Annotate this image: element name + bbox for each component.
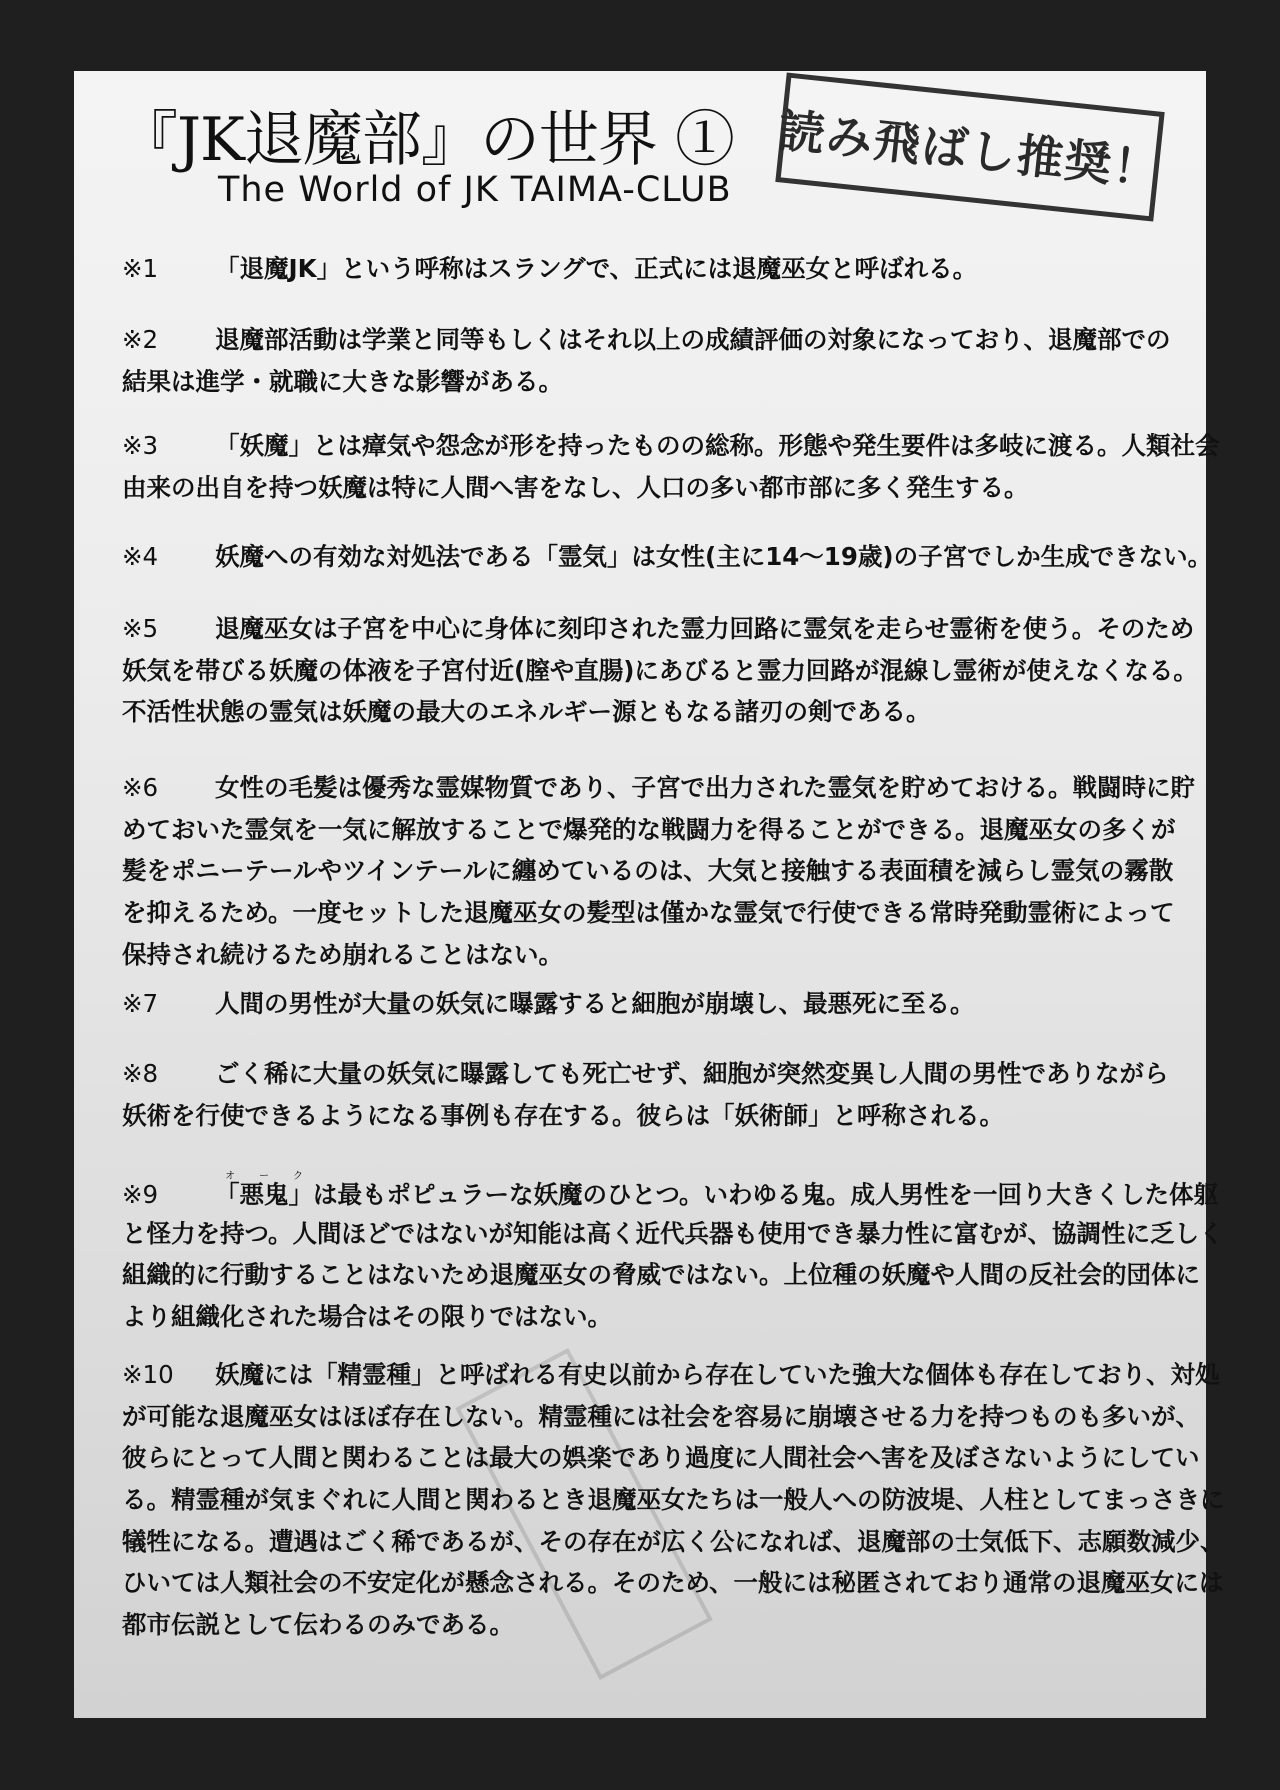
note-text: ごく稀に大量の妖気に曝露しても死亡せず、細胞が突然変異し人間の男性でありながら [215,1059,1169,1088]
page-title: 『JK退魔部』の世界 ① [118,105,734,175]
ruby-term [215,1171,313,1209]
note-line [122,934,1192,976]
note-line [122,1171,1219,1213]
note-line [122,1053,1192,1095]
note-line [122,850,1192,892]
note-line [122,809,1192,851]
note-marker: ※6 [122,773,159,802]
note-line [122,1562,1224,1604]
note-line [122,248,1192,290]
note-line [122,1396,1200,1438]
note-marker: ※10 [122,1360,174,1389]
note-text: 彼らにとって人間と関わることは最大の娯楽であり過度に人間社会へ害を及ぼさないようにしてい [122,1443,1200,1473]
note-marker: ※2 [122,325,159,354]
note-text: 組織的に行動することはないため退魔巫女の脅威ではない。上位種の妖魔や人間の反社会的団体に [122,1260,1200,1290]
note-line [122,425,1220,467]
note-marker: ※1 [122,254,159,283]
note-marker: ※7 [122,989,159,1018]
note-text: 不活性状態の霊気は妖魔の最大のエネルギー源ともなる諸刃の剣である。 [122,697,931,727]
note-text: 犠牲になる。遭遇はごく稀であるが、その存在が広く公になれば、退魔部の士気低下、志願数減少、 [122,1526,1225,1556]
note-text: 女性の毛髪は優秀な霊媒物質であり、子宮で出力された霊気を貯めておける。戦闘時に貯 [215,773,1195,802]
page-subtitle: The World of JK TAIMA-CLUB [218,170,732,210]
note-line [122,650,1198,692]
note-line [122,1437,1200,1479]
note-item [122,319,1192,402]
note-item [122,608,1198,733]
note-item [122,1354,1225,1646]
note-line [122,467,1192,509]
note-line [122,536,1213,578]
note-marker: ※4 [122,542,159,571]
note-text: 「妖魔」とは瘴気や怨念が形を持ったものの総称。形態や発生要件は多岐に渡る。人類社会 [215,431,1220,460]
note-text: より組織化された場合はその限りではない。 [122,1302,612,1332]
note-line [122,608,1195,650]
note-item [122,767,1195,975]
ruby-base: 「悪鬼」 [215,1180,313,1209]
note-text: 髪をポニーテールやツインテールに纏めているのは、大気と接触する表面積を減らし霊気の霧散 [122,856,1174,886]
note-text: 由来の出自を持つ妖魔は特に人間へ害をなし、人口の多い都市部に多く発生する。 [122,472,1029,502]
note-line [122,1213,1224,1255]
note-text: 結果は進学・就職に大きな影響がある。 [122,366,563,396]
note-text: 退魔部活動は学業と同等もしくはそれ以上の成績評価の対象になっており、退魔部での [215,325,1171,354]
note-item [122,1171,1224,1338]
note-text: 保持され続けるため崩れることはない。 [122,939,563,969]
note-line [122,1296,1192,1338]
note-text: を抑えるため。一度セットした退魔巫女の髪型は僅かな霊気で行使できる常時発動霊術によって [122,898,1175,928]
note-marker: ※5 [122,614,159,643]
note-item [122,248,1192,290]
note-item [122,983,1192,1025]
note-text: 退魔巫女は子宮を中心に身体に刻印された霊力回路に霊気を走らせ霊術を使う。そのため [215,614,1195,643]
ruby-reading: オーク [215,1171,313,1182]
note-line [122,1479,1225,1521]
note-text: 妖魔には「精霊種」と呼ばれる有史以前から存在していた強大な個体も存在しており、対処 [215,1360,1220,1389]
note-line [122,983,1192,1025]
note-line [122,892,1192,934]
stamp-text: 読み飛ばし推奨！ [775,103,1164,197]
note-text: ひいては人類社会の不安定化が懸念される。そのため、一般には秘匿されており通常の退魔巫女には [122,1568,1224,1598]
note-marker: ※8 [122,1059,159,1088]
note-line [122,1521,1225,1563]
note-item [122,425,1220,508]
note-marker: ※3 [122,431,159,460]
note-text: が可能な退魔巫女はほぼ存在しない。精霊種には社会を容易に崩壊させる力を持つものも多いが、 [122,1401,1200,1431]
note-text: 「退魔JK」という呼称はスラングで、正式には退魔巫女と呼ばれる。 [215,254,978,283]
note-item [122,1053,1192,1136]
note-text: 都市伝説として伝わるのみである。 [122,1610,514,1640]
note-text: と怪力を持つ。人間ほどではないが知能は高く近代兵器も使用でき暴力性に富むが、協調性に乏しく [122,1218,1224,1248]
note-line [122,319,1192,361]
note-line [122,691,1192,733]
note-item [122,536,1213,578]
note-text: 妖気を帯びる妖魔の体液を子宮付近(膣や直腸)にあびると霊力回路が混線し霊術が使えなくなる。 [122,655,1198,685]
note-line [122,1354,1220,1396]
note-line [122,1254,1200,1296]
note-line [122,1095,1192,1137]
note-text: 妖魔への有効な対処法である「霊気」は女性(主に14〜19歳)の子宮でしか生成できない。 [215,542,1213,571]
note-line [122,1604,1192,1646]
note-text: は最もポピュラーな妖魔のひとつ。いわゆる鬼。成人男性を一回り大きくした体躯 [313,1180,1219,1209]
note-line [122,767,1195,809]
note-text: る。精霊種が気まぐれに人間と関わるとき退魔巫女たちは一般人への防波堤、人柱としてまっさきに [122,1485,1225,1515]
note-text: めておいた霊気を一気に解放することで爆発的な戦闘力を得ることができる。退魔巫女の多くが [122,814,1176,844]
note-marker: ※9 [122,1180,159,1209]
note-text: 妖術を行使できるようになる事例も存在する。彼らは「妖術師」と呼称される。 [122,1100,1004,1130]
note-text: 人間の男性が大量の妖気に曝露すると細胞が崩壊し、最悪死に至る。 [215,989,975,1018]
note-line [122,361,1192,403]
